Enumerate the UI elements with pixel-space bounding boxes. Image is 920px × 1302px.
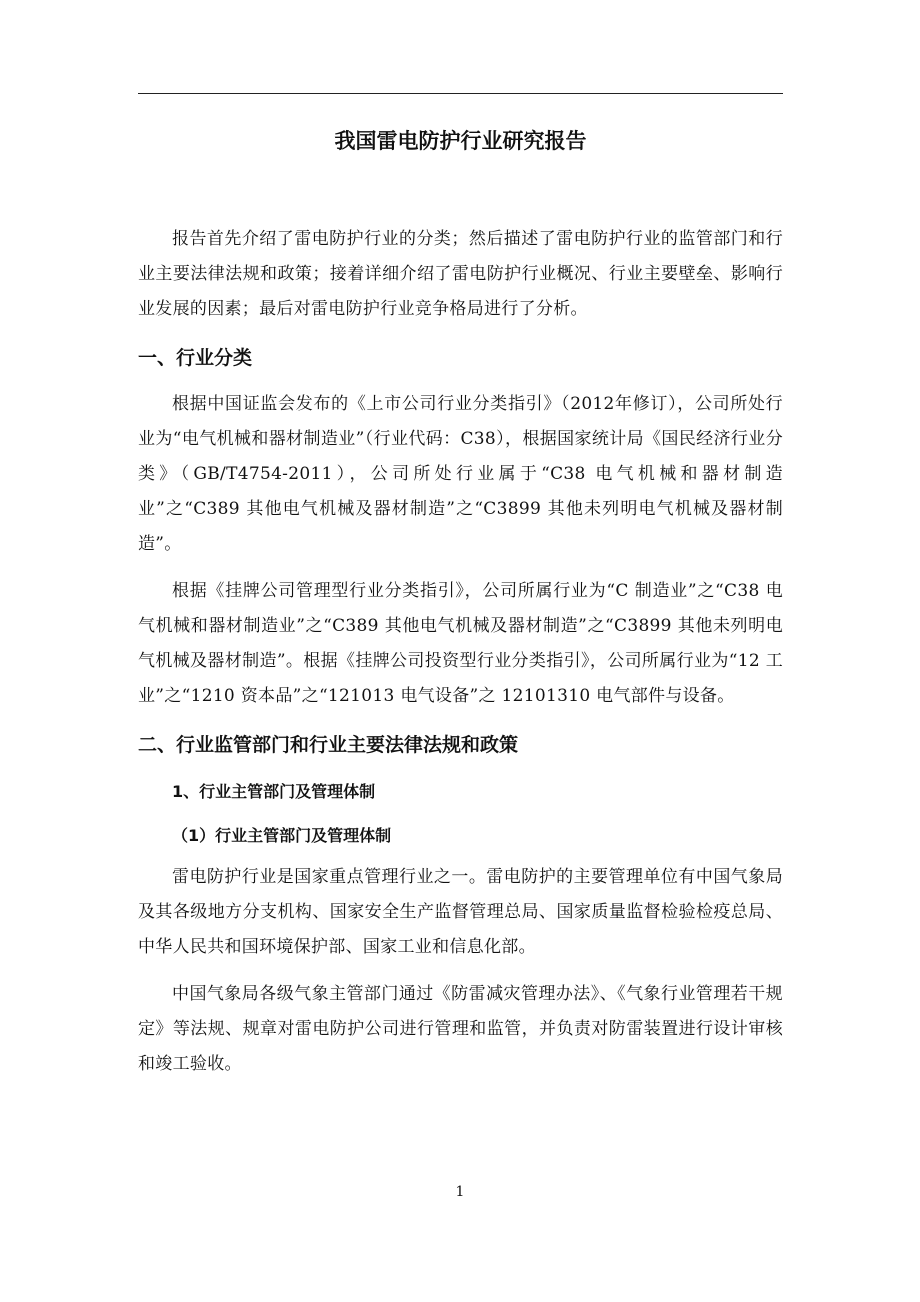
page-number: 1 (455, 1184, 465, 1200)
paragraph: 雷电防护行业是国家重点管理行业之一。雷电防护的主要管理单位有中国气象局及其各级地方分支机构、国家安全生产监督管理总局、国家质量监督检验检疫总局、中华人民共和国环境保护部、国家工业和信息化部。 (138, 867, 783, 957)
section-heading-industry-classification: 一、行业分类 (138, 347, 253, 369)
section-heading-regulation: 二、行业监管部门和行业主要法律法规和政策 (138, 734, 519, 756)
document-body (138, 222, 783, 1094)
document-title: 我国雷电防护行业研究报告 (334, 129, 587, 153)
subsubsection-heading: （1）行业主管部门及管理体制 (172, 826, 392, 845)
paragraph: 根据中国证监会发布的《上市公司行业分类指引》（2012年修订），公司所处行业为“电气机械和器材制造业”（行业代码：C38），根据国家统计局《国民经济行业分类》（GB/T4754-2011），公司所处行业属于“C38 电气机械和器材制造业”之“C389 其他电气机械及器材制造”之“C3899 其他未列明电气机械及器材制造”。 (138, 394, 783, 554)
paragraph: 中国气象局各级气象主管部门通过《防雷减灾管理办法》、《气象行业管理若干规定》等法规、规章对雷电防护公司进行管理和监管，并负责对防雷装置进行设计审核和竣工验收。 (138, 984, 783, 1074)
header-rule (138, 93, 783, 94)
subsection-heading: 1、行业主管部门及管理体制 (172, 782, 376, 801)
intro-paragraph: 报告首先介绍了雷电防护行业的分类；然后描述了雷电防护行业的监管部门和行业主要法律法规和政策；接着详细介绍了雷电防护行业概况、行业主要壁垒、影响行业发展的因素；最后对雷电防护行业竞争格局进行了分析。 (138, 229, 783, 319)
paragraph: 根据《挂牌公司管理型行业分类指引》，公司所属行业为“C 制造业”之“C38 电气机械和器材制造业”之“C389 其他电气机械及器材制造”之“C3899 其他未列明电气机械及器材制造”。根据《挂牌公司投资型行业分类指引》，公司所属行业为“12 工业”之“1210 资本品”之“121013 电气设备”之 12101310 电气部件与设备。 (138, 581, 783, 706)
